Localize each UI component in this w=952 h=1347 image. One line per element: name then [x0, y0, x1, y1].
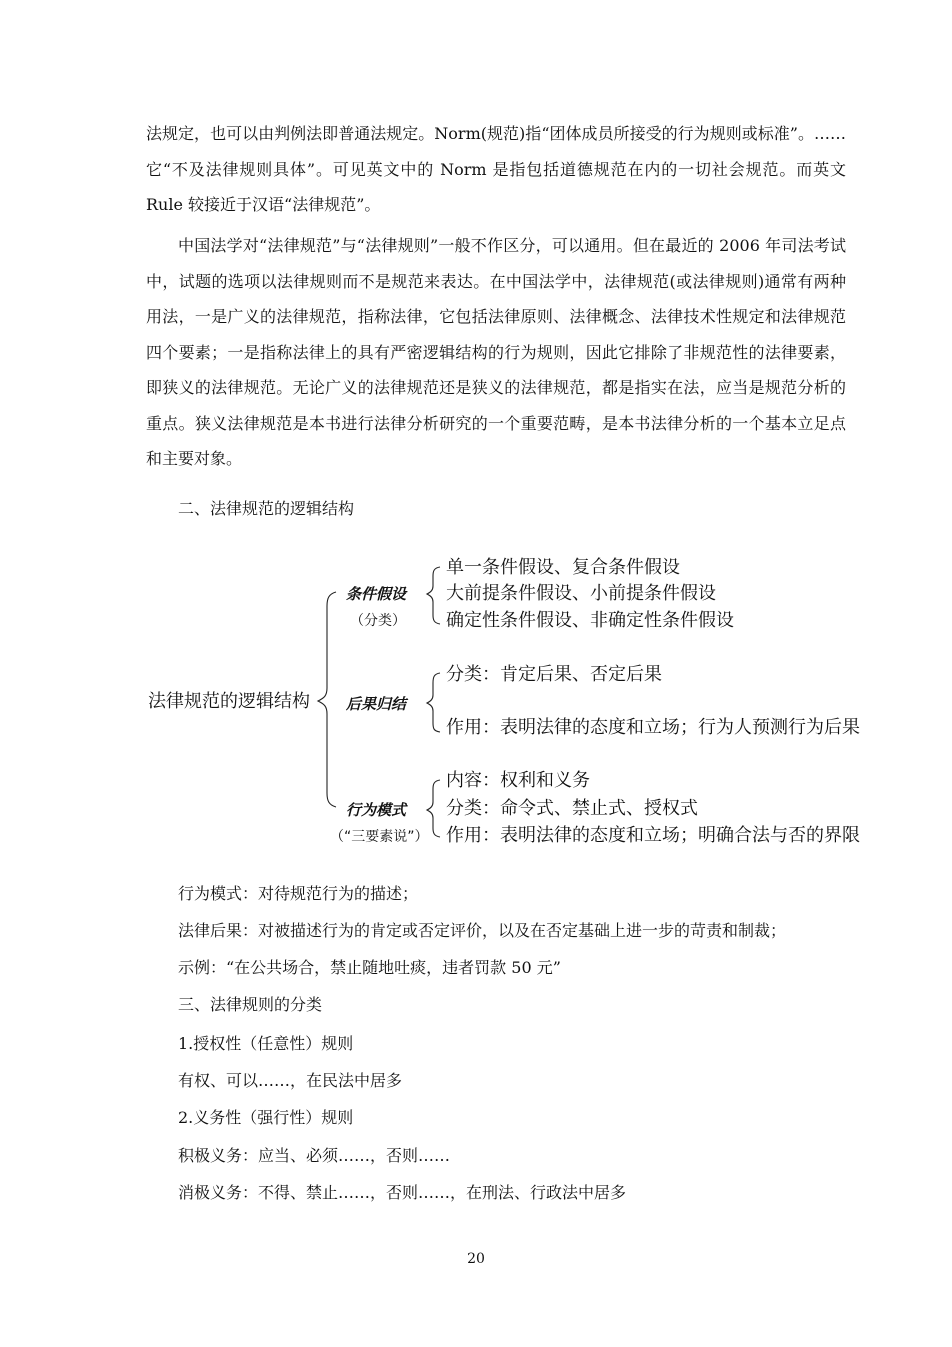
list-item-authorizing-rule: 1.授权性（任意性）规则 — [178, 1034, 354, 1053]
mode-item-2: 分类：命令式、禁止式、授权式 — [446, 798, 698, 819]
consequence-label: 后果归结 — [346, 695, 407, 713]
condition-label: 条件假设 — [346, 585, 407, 603]
text-line-example: 示例：“在公共场合，禁止随地吐痰，违者罚款 50 元” — [178, 958, 561, 977]
condition-item-1: 单一条件假设、复合条件假设 — [446, 557, 680, 578]
mode-label: 行为模式 — [346, 801, 407, 819]
text-line-authorizing-detail: 有权、可以……，在民法中居多 — [178, 1071, 403, 1090]
condition-sub-label: （分类） — [350, 613, 406, 629]
condition-item-2: 大前提条件假设、小前提条件假设 — [446, 583, 716, 604]
list-item-obligatory-rule: 2.义务性（强行性）规则 — [178, 1108, 354, 1127]
text-line-negative-obligation: 消极义务：不得、禁止……，否则……，在刑法、行政法中居多 — [178, 1183, 627, 1202]
mode-sub-label: （“三要素说”） — [330, 829, 429, 845]
paragraph-norm-definition: 法规定，也可以由判例法即普通法规定。Norm(规范)指“团体成员所接受的行为规则或标准”。……它“不及法律规则具体”。可见英文中的 Norm 是指包括道德规范在内的一切社会规范。而英文 Rule 较接近于汉语“法律规范”。 — [146, 124, 846, 214]
mode-item-1: 内容：权利和义务 — [446, 770, 590, 791]
text-line-legal-consequence: 法律后果：对被描述行为的肯定或否定评价，以及在否定基础上进一步的苛责和制裁； — [178, 921, 787, 940]
paragraph-legal-norm-usage: 中国法学对“法律规范”与“法律规则”一般不作区分，可以通用。但在最近的 2006 年司法考试中，试题的选项以法律规则而不是规范来表达。在中国法学中，法律规范(或法律规则)通常有两种用法，一是广义的法律规范，指称法律，它包括法律原则、法律概念、法律技术性规定和法律规范四个要素；一是指称法律上的具有严密逻辑结构的行为规则，因此它排除了非规范性的法律要素，即狭义的法律规范。无论广义的法律规范还是狭义的法律规范，都是指实在法，应当是规范分析的重点。狭义法律规范是本书进行法律分析研究的一个重要范畴，是本书法律分析的一个基本立足点和主要对象。 — [146, 236, 846, 468]
text-line-behavior-mode: 行为模式：对待规范行为的描述； — [178, 884, 419, 903]
section-heading-rule-classification: 三、法律规则的分类 — [178, 995, 323, 1014]
section-heading-logical-structure: 二、法律规范的逻辑结构 — [178, 499, 355, 518]
consequence-item-1: 分类：肯定后果、否定后果 — [446, 664, 662, 685]
consequence-item-2: 作用：表明法律的态度和立场；行为人预测行为后果 — [446, 717, 860, 738]
condition-item-3: 确定性条件假设、非确定性条件假设 — [446, 610, 734, 631]
logical-structure-diagram — [0, 540, 952, 860]
mode-item-3: 作用：表明法律的态度和立场；明确合法与否的界限 — [446, 825, 860, 846]
page-number: 20 — [467, 1251, 485, 1267]
text-line-positive-obligation: 积极义务：应当、必须……，否则…… — [178, 1146, 451, 1165]
diagram-root-label: 法律规范的逻辑结构 — [148, 691, 310, 712]
